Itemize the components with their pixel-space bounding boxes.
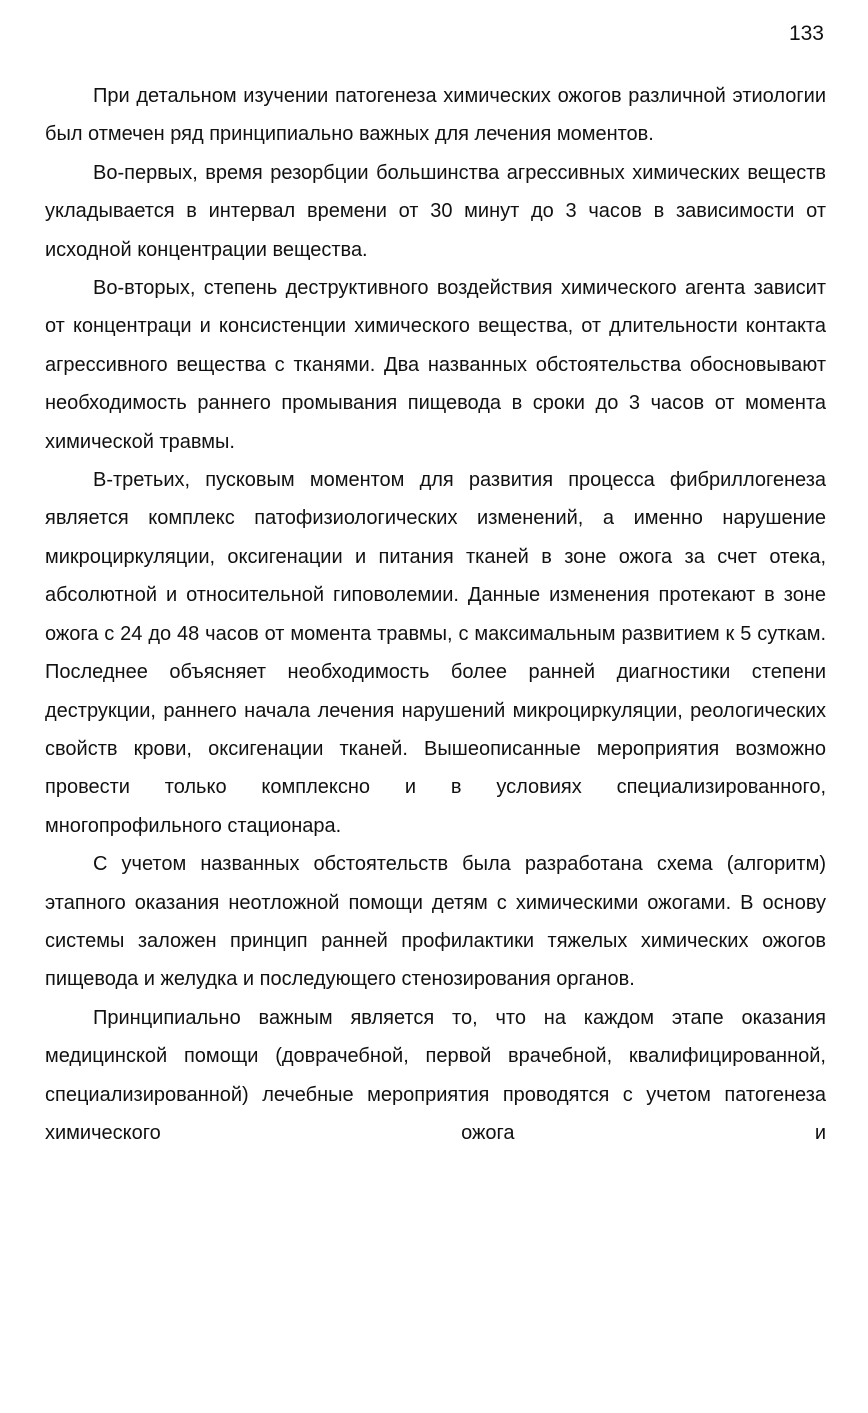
paragraph-6: Принципиально важным является то, что на каждом этапе оказания медицинской помощи (доврачебной, первой врачебной, квалифицированной, специализированной) лечебные мероприятия проводятся с учетом патогенеза химического ожога и xyxy=(45,1006,826,1144)
paragraph-2: Во-первых, время резорбции большинства агрессивных химических веществ укладывается в интервал времени от 30 минут до 3 часов в зависимости от исходной концентрации вещества. xyxy=(45,161,826,261)
body-text xyxy=(45,77,826,1152)
paragraph-1: При детальном изучении патогенеза химических ожогов различной этиологии был отмечен ряд принципиально важных для лечения моментов. xyxy=(45,85,826,146)
paragraph-5: С учетом названных обстоятельств была разработана схема (алгоритм) этапного оказания неотложной помощи детям с химическими ожогами. В основу системы заложен принцип ранней профилактики тяжелых химических ожогов пищевода и желудка и последующего стенозирования органов. xyxy=(45,853,826,991)
paragraph-4: В-третьих, пусковым моментом для развития процесса фибриллогенеза является комплекс патофизиологических изменений, а именно нарушение микроциркуляции, оксигенации и питания тканей в зоне ожога за счет отека, абсолютной и относительной гиповолемии. Данные изменения протекают в зоне ожога с 24 до 48 часов от момента травмы, с максимальным развитием к 5 суткам. Последнее объясняет необходимость более ранней диагностики степени деструкции, раннего начала лечения нарушений микроциркуляции, реологических свойств крови, оксигенации тканей. Вышеописанные мероприятия возможно провести только комплексно и в условиях специализированного, многопрофильного стационара. xyxy=(45,469,826,837)
page-number: 133 xyxy=(788,22,824,45)
paragraph-3: Во-вторых, степень деструктивного воздействия химического агента зависит от концентраци и консистенции химического вещества, от длительности контакта агрессивного вещества с тканями. Два названных обстоятельства обосновывают необходимость раннего промывания пищевода в сроки до 3 часов от момента химической травмы. xyxy=(45,277,826,453)
